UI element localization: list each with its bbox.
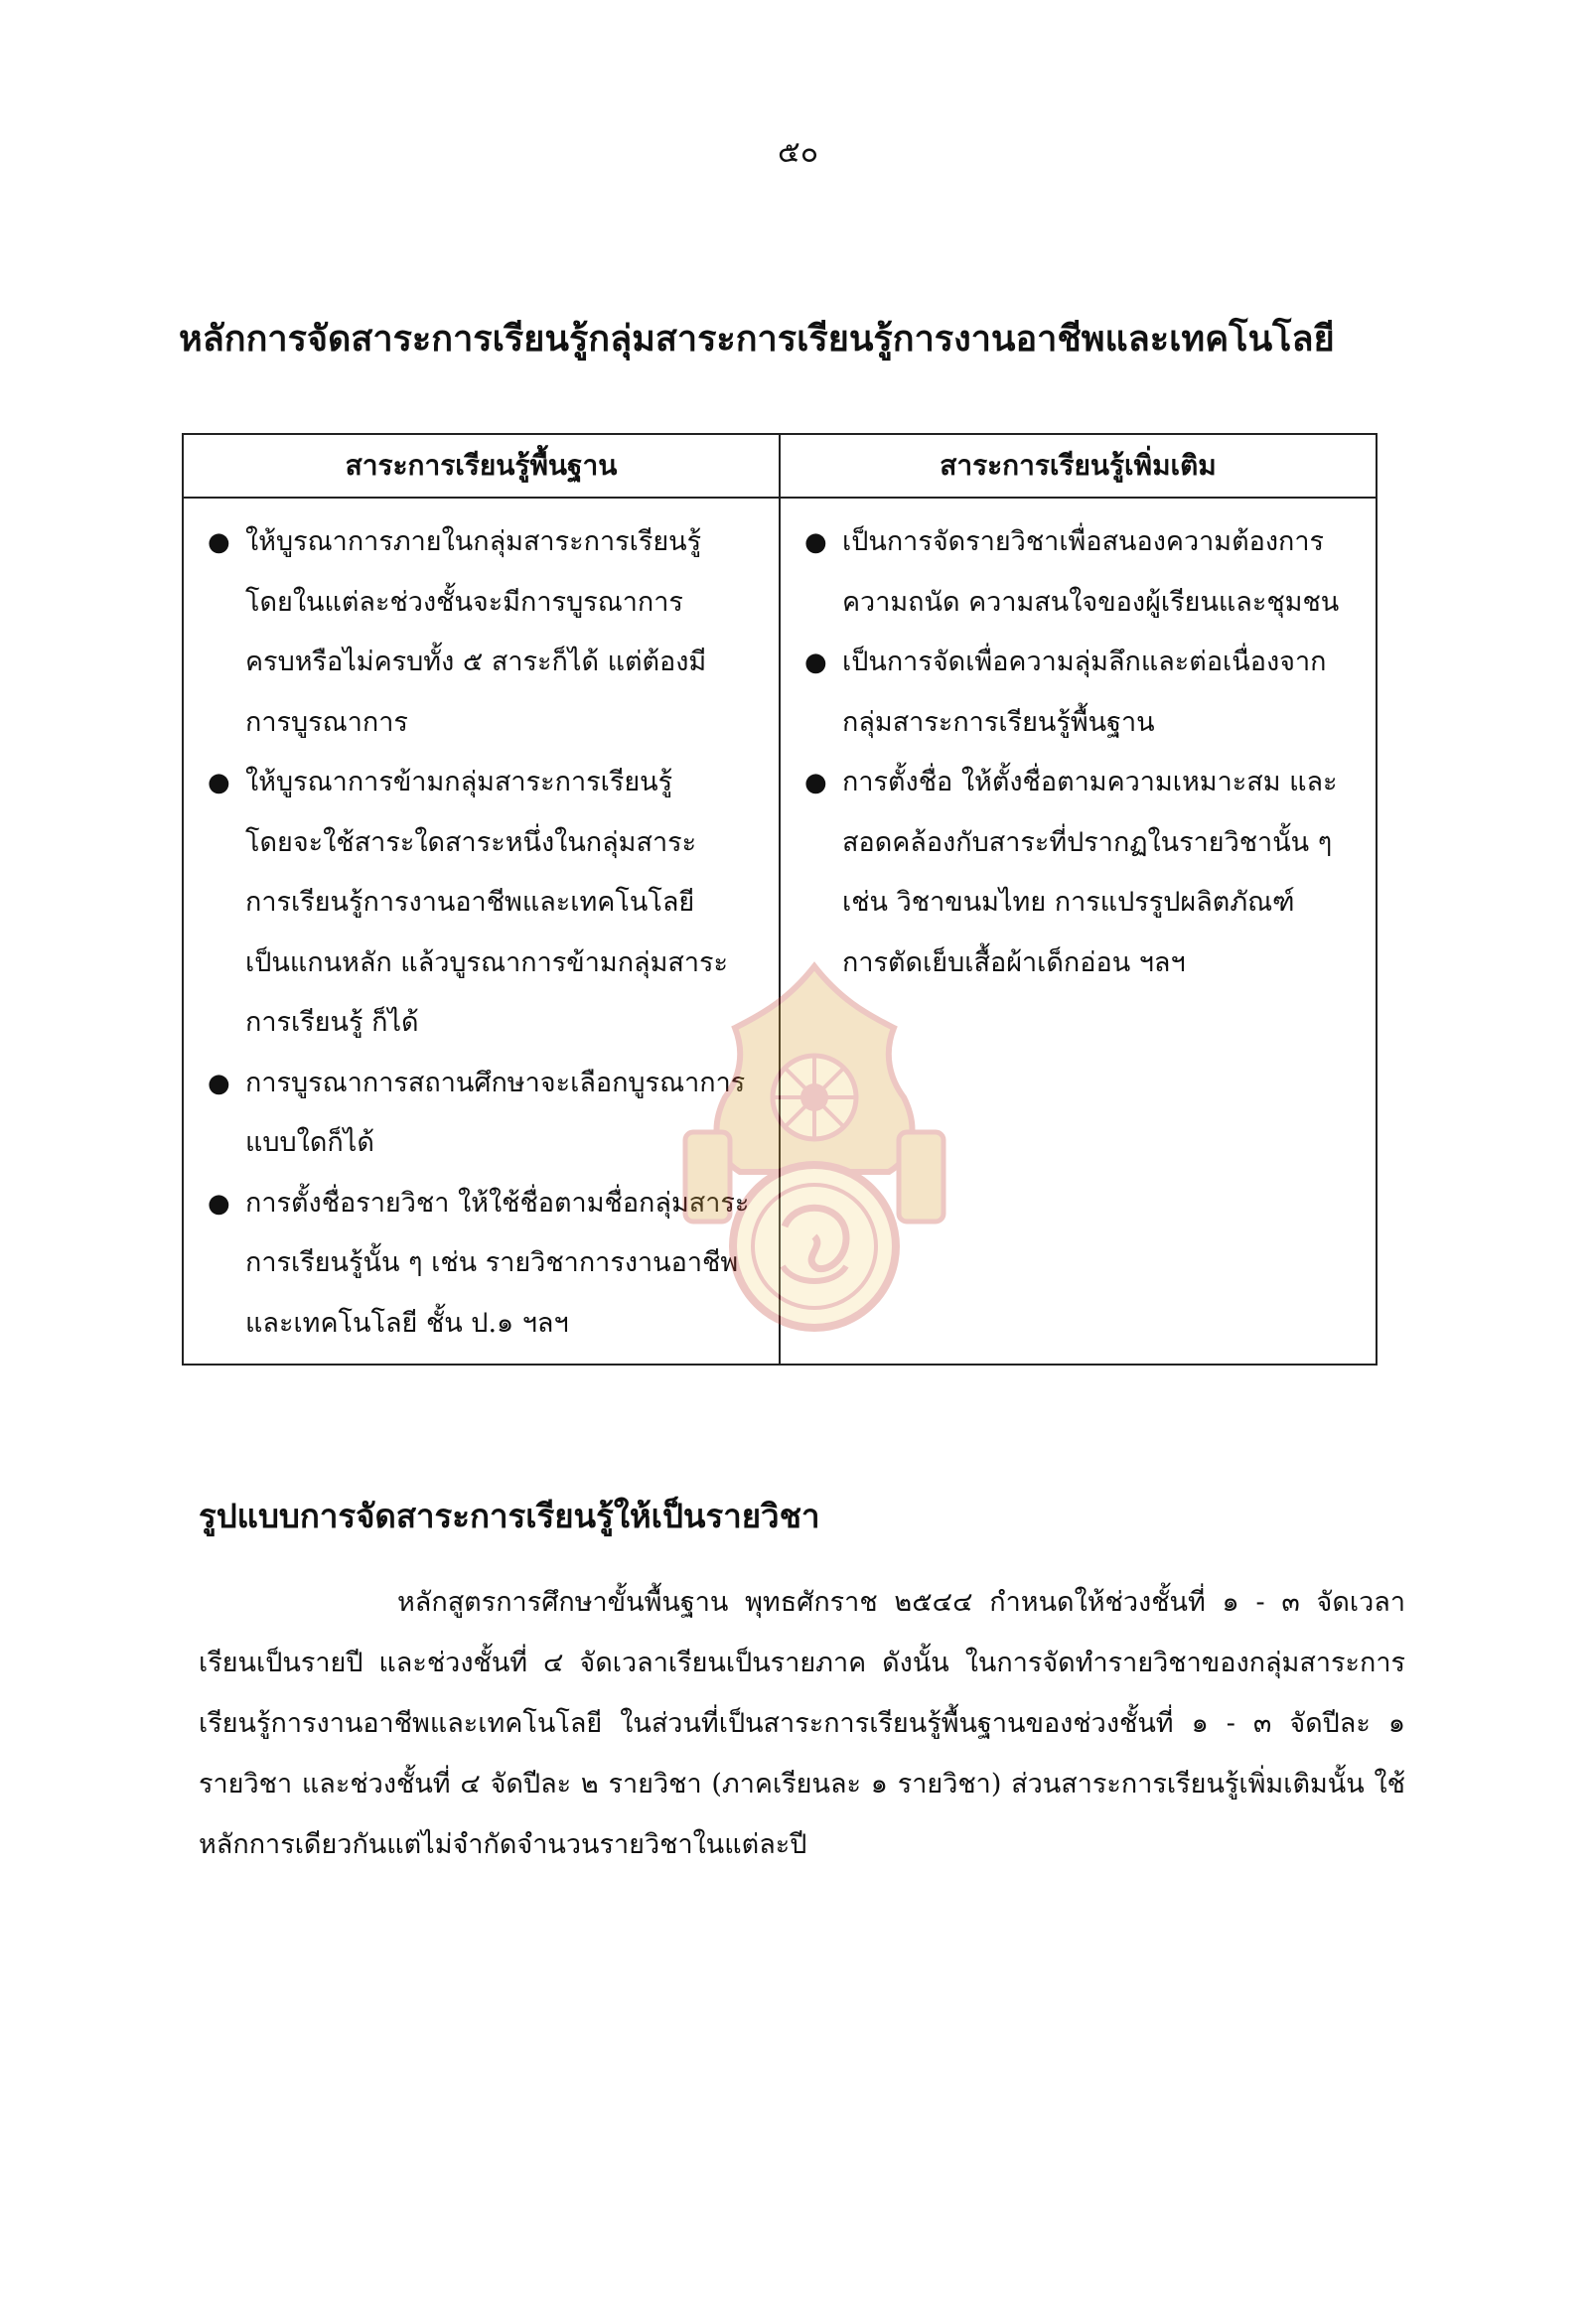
additional-bullet-list (791, 512, 1366, 993)
bullet-icon: ● (208, 1068, 230, 1098)
page-title: หลักการจัดสาระการเรียนรู้กลุ่มสาระการเรียนรู้การงานอาชีพและเทคโนโลยี (179, 318, 1335, 360)
page-number: ๕๐ (777, 135, 818, 170)
table-header-basic: สาระการเรียนรู้พื้นฐาน (183, 434, 780, 498)
bullet-icon: ● (208, 527, 230, 557)
bullet-icon: ● (804, 527, 827, 557)
bullet-icon: ● (208, 1188, 230, 1219)
bullet-icon: ● (804, 768, 827, 797)
section-heading: รูปแบบการจัดสาระการเรียนรู้ให้เป็นรายวิชา (199, 1497, 820, 1535)
table-header-row (183, 434, 1377, 498)
list-item: ● ให้บูรณาการภายในกลุ่มสาระการเรียนรู้ โดยในแต่ละช่วงชั้นจะมีการบูรณาการ ครบหรือไม่ครบทั้ง ๕ สาระก็ได้ แต่ต้องมี การบูรณาการ (194, 512, 769, 753)
list-item: ● เป็นการจัดเพื่อความลุ่มลึกและต่อเนื่องจาก กลุ่มสาระการเรียนรู้พื้นฐาน (791, 633, 1366, 753)
additional-content-cell (780, 498, 1377, 1365)
list-item: ● การตั้งชื่อ ให้ตั้งชื่อตามความเหมาะสม และ สอดคล้องกับสาระที่ปรากฏในรายวิชานั้น ๆ เช่น วิชาขนมไทย การแปรรูปผลิตภัณฑ์ การตัดเย็บเสื้อผ้าเด็กอ่อน ฯลฯ (791, 753, 1366, 993)
basic-bullet-list (194, 512, 769, 1354)
list-item: ● การบูรณาการสถานศึกษาจะเลือกบูรณาการ แบบใดก็ได้ (194, 1054, 769, 1174)
body-paragraph: หลักสูตรการศึกษาขั้นพื้นฐาน พุทธศักราช ๒๕๔๔ กำหนดให้ช่วงชั้นที่ ๑ - ๓ จัดเวลาเรียนเป็นรายปี และช่วงชั้นที่ ๔ จัดเวลาเรียนเป็นรายภาค ดังนั้น ในการจัดทำรายวิชาของกลุ่มสาระการเรียนรู้การงานอาชีพและเทคโนโลยี ในส่วนที่เป็นสาระการเรียนรู้พื้นฐานของช่วงชั้นที่ ๑ - ๓ จัดปีละ ๑ รายวิชา และช่วงชั้นที่ ๔ จัดปีละ ๒ รายวิชา (ภาคเรียนละ ๑ รายวิชา) ส่วนสาระการเรียนรู้เพิ่มเติมนั้น ใช้หลักการเดียวกันแต่ไม่จำกัดจำนวนรายวิชาในแต่ละปี (199, 1587, 1405, 1860)
bullet-icon: ● (804, 648, 827, 677)
list-item: ● เป็นการจัดรายวิชาเพื่อสนองความต้องการ ความถนัด ความสนใจของผู้เรียนและชุมชน (791, 512, 1366, 633)
list-item: ● ให้บูรณาการข้ามกลุ่มสาระการเรียนรู้ โดยจะใช้สาระใดสาระหนึ่งในกลุ่มสาระ การเรียนรู้การงานอาชีพและเทคโนโลยี เป็นแกนหลัก แล้วบูรณาการข้ามกลุ่มสาระ การเรียนรู้ ก็ได้ (194, 753, 769, 1054)
table-row (183, 498, 1377, 1365)
basic-content-cell (183, 498, 780, 1365)
bullet-icon: ● (208, 768, 230, 797)
list-item: ● การตั้งชื่อรายวิชา ให้ใช้ชื่อตามชื่อกลุ่มสาระ การเรียนรู้นั้น ๆ เช่น รายวิชาการงานอาชีพ และเทคโนโลยี ชั้น ป.๑ ฯลฯ (194, 1174, 769, 1355)
table-header-additional: สาระการเรียนรู้เพิ่มเติม (780, 434, 1377, 498)
content-table (182, 433, 1378, 1366)
